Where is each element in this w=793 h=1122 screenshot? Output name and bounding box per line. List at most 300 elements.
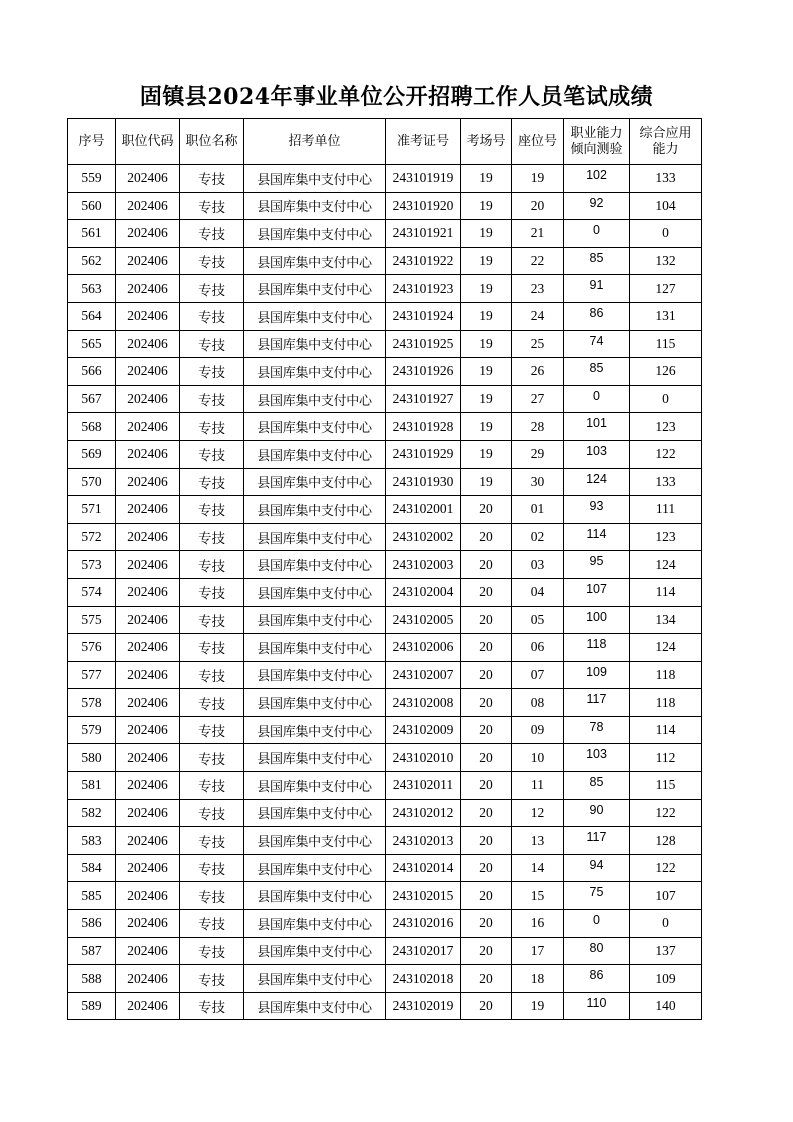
position-code-cell: 202406 (116, 551, 180, 579)
position-name-cell: 专技 (180, 385, 244, 413)
position-name-cell: 专技 (180, 799, 244, 827)
admission-number-cell: 243102006 (386, 634, 461, 662)
header-recruiting-unit: 招考单位 (244, 119, 386, 165)
seat-number-cell: 03 (512, 551, 564, 579)
seq-cell: 569 (68, 440, 116, 468)
seq-cell: 578 (68, 689, 116, 717)
seq-cell: 566 (68, 358, 116, 386)
exam-room-cell: 20 (461, 606, 512, 634)
recruiting-unit-cell: 县国库集中支付中心 (244, 965, 386, 993)
aptitude-score-cell: 86 (564, 302, 630, 330)
table-row (68, 385, 702, 413)
recruiting-unit-cell: 县国库集中支付中心 (244, 910, 386, 938)
seq-cell: 573 (68, 551, 116, 579)
admission-number-cell: 243102009 (386, 716, 461, 744)
admission-number-cell: 243101925 (386, 330, 461, 358)
position-code-cell: 202406 (116, 772, 180, 800)
table-row (68, 827, 702, 855)
position-name-cell: 专技 (180, 854, 244, 882)
table-row (68, 744, 702, 772)
exam-room-cell: 20 (461, 772, 512, 800)
aptitude-score-cell: 101 (564, 413, 630, 441)
admission-number-cell: 243101920 (386, 192, 461, 220)
seat-number-cell: 06 (512, 634, 564, 662)
seat-number-cell: 09 (512, 716, 564, 744)
exam-room-cell: 20 (461, 578, 512, 606)
admission-number-cell: 243102001 (386, 496, 461, 524)
comprehensive-score-cell: 111 (630, 496, 702, 524)
aptitude-score-cell: 74 (564, 330, 630, 358)
aptitude-score-cell: 78 (564, 716, 630, 744)
aptitude-score-cell: 94 (564, 854, 630, 882)
position-code-cell: 202406 (116, 716, 180, 744)
exam-room-cell: 19 (461, 440, 512, 468)
seq-cell: 580 (68, 744, 116, 772)
position-code-cell: 202406 (116, 882, 180, 910)
seat-number-cell: 13 (512, 827, 564, 855)
seq-cell: 567 (68, 385, 116, 413)
position-name-cell: 专技 (180, 716, 244, 744)
exam-room-cell: 20 (461, 523, 512, 551)
aptitude-score-cell: 100 (564, 606, 630, 634)
seq-cell: 574 (68, 578, 116, 606)
scores-table (67, 118, 702, 1020)
position-code-cell: 202406 (116, 385, 180, 413)
position-code-cell: 202406 (116, 634, 180, 662)
exam-room-cell: 19 (461, 275, 512, 303)
exam-room-cell: 20 (461, 661, 512, 689)
header-exam-room: 考场号 (461, 119, 512, 165)
seat-number-cell: 22 (512, 247, 564, 275)
aptitude-score-cell: 0 (564, 220, 630, 248)
aptitude-score-cell: 103 (564, 744, 630, 772)
seat-number-cell: 15 (512, 882, 564, 910)
recruiting-unit-cell: 县国库集中支付中心 (244, 523, 386, 551)
position-name-cell: 专技 (180, 744, 244, 772)
seat-number-cell: 19 (512, 165, 564, 193)
comprehensive-score-cell: 122 (630, 854, 702, 882)
aptitude-score-cell: 118 (564, 634, 630, 662)
header-aptitude-test: 职业能力倾向测验 (564, 119, 630, 165)
position-name-cell: 专技 (180, 496, 244, 524)
aptitude-score-cell: 91 (564, 275, 630, 303)
seat-number-cell: 26 (512, 358, 564, 386)
comprehensive-score-cell: 112 (630, 744, 702, 772)
table-body (68, 165, 702, 1020)
header-position-name: 职位名称 (180, 119, 244, 165)
recruiting-unit-cell: 县国库集中支付中心 (244, 165, 386, 193)
table-row (68, 992, 702, 1020)
position-name-cell: 专技 (180, 413, 244, 441)
seq-cell: 568 (68, 413, 116, 441)
table-row (68, 496, 702, 524)
aptitude-score-cell: 75 (564, 882, 630, 910)
aptitude-score-cell: 117 (564, 827, 630, 855)
seat-number-cell: 07 (512, 661, 564, 689)
position-name-cell: 专技 (180, 220, 244, 248)
comprehensive-score-cell: 115 (630, 330, 702, 358)
seat-number-cell: 01 (512, 496, 564, 524)
seq-cell: 582 (68, 799, 116, 827)
seat-number-cell: 02 (512, 523, 564, 551)
table-row (68, 330, 702, 358)
exam-room-cell: 19 (461, 165, 512, 193)
comprehensive-score-cell: 122 (630, 799, 702, 827)
admission-number-cell: 243102012 (386, 799, 461, 827)
seat-number-cell: 10 (512, 744, 564, 772)
seat-number-cell: 17 (512, 937, 564, 965)
aptitude-score-cell: 110 (564, 992, 630, 1020)
seq-cell: 561 (68, 220, 116, 248)
admission-number-cell: 243101922 (386, 247, 461, 275)
document-title: 固镇县2024年事业单位公开招聘工作人员笔试成绩 (139, 84, 654, 110)
recruiting-unit-cell: 县国库集中支付中心 (244, 634, 386, 662)
table-row (68, 302, 702, 330)
position-code-cell: 202406 (116, 165, 180, 193)
table-row (68, 882, 702, 910)
position-code-cell: 202406 (116, 523, 180, 551)
admission-number-cell: 243102010 (386, 744, 461, 772)
position-code-cell: 202406 (116, 192, 180, 220)
seq-cell: 560 (68, 192, 116, 220)
exam-room-cell: 19 (461, 247, 512, 275)
position-code-cell: 202406 (116, 992, 180, 1020)
position-name-cell: 专技 (180, 965, 244, 993)
seat-number-cell: 24 (512, 302, 564, 330)
seq-cell: 564 (68, 302, 116, 330)
aptitude-score-cell: 0 (564, 385, 630, 413)
exam-room-cell: 20 (461, 496, 512, 524)
position-code-cell: 202406 (116, 689, 180, 717)
position-name-cell: 专技 (180, 468, 244, 496)
seq-cell: 576 (68, 634, 116, 662)
seat-number-cell: 12 (512, 799, 564, 827)
comprehensive-score-cell: 118 (630, 661, 702, 689)
exam-room-cell: 20 (461, 689, 512, 717)
table-row (68, 965, 702, 993)
seat-number-cell: 04 (512, 578, 564, 606)
table-row (68, 772, 702, 800)
seq-cell: 565 (68, 330, 116, 358)
comprehensive-score-cell: 127 (630, 275, 702, 303)
comprehensive-score-cell: 133 (630, 468, 702, 496)
position-code-cell: 202406 (116, 854, 180, 882)
exam-room-cell: 19 (461, 330, 512, 358)
table-row (68, 634, 702, 662)
position-name-cell: 专技 (180, 661, 244, 689)
aptitude-score-cell: 93 (564, 496, 630, 524)
recruiting-unit-cell: 县国库集中支付中心 (244, 413, 386, 441)
seq-cell: 581 (68, 772, 116, 800)
seq-cell: 570 (68, 468, 116, 496)
recruiting-unit-cell: 县国库集中支付中心 (244, 854, 386, 882)
table-row (68, 606, 702, 634)
comprehensive-score-cell: 114 (630, 578, 702, 606)
position-name-cell: 专技 (180, 772, 244, 800)
position-code-cell: 202406 (116, 827, 180, 855)
comprehensive-score-cell: 104 (630, 192, 702, 220)
recruiting-unit-cell: 县国库集中支付中心 (244, 440, 386, 468)
admission-number-cell: 243102014 (386, 854, 461, 882)
seat-number-cell: 05 (512, 606, 564, 634)
comprehensive-score-cell: 0 (630, 385, 702, 413)
position-name-cell: 专技 (180, 689, 244, 717)
position-name-cell: 专技 (180, 937, 244, 965)
seq-cell: 579 (68, 716, 116, 744)
seq-cell: 571 (68, 496, 116, 524)
admission-number-cell: 243102008 (386, 689, 461, 717)
position-code-cell: 202406 (116, 330, 180, 358)
seat-number-cell: 27 (512, 385, 564, 413)
admission-number-cell: 243101929 (386, 440, 461, 468)
exam-room-cell: 20 (461, 882, 512, 910)
admission-number-cell: 243102018 (386, 965, 461, 993)
admission-number-cell: 243101924 (386, 302, 461, 330)
comprehensive-score-cell: 118 (630, 689, 702, 717)
position-name-cell: 专技 (180, 247, 244, 275)
comprehensive-score-cell: 124 (630, 551, 702, 579)
position-code-cell: 202406 (116, 413, 180, 441)
seat-number-cell: 11 (512, 772, 564, 800)
position-code-cell: 202406 (116, 578, 180, 606)
position-code-cell: 202406 (116, 358, 180, 386)
seat-number-cell: 25 (512, 330, 564, 358)
recruiting-unit-cell: 县国库集中支付中心 (244, 578, 386, 606)
table-row (68, 413, 702, 441)
recruiting-unit-cell: 县国库集中支付中心 (244, 689, 386, 717)
exam-room-cell: 19 (461, 220, 512, 248)
position-code-cell: 202406 (116, 606, 180, 634)
seq-cell: 584 (68, 854, 116, 882)
admission-number-cell: 243102016 (386, 910, 461, 938)
aptitude-score-cell: 85 (564, 247, 630, 275)
recruiting-unit-cell: 县国库集中支付中心 (244, 358, 386, 386)
recruiting-unit-cell: 县国库集中支付中心 (244, 551, 386, 579)
position-name-cell: 专技 (180, 551, 244, 579)
header-comprehensive-ability: 综合应用能力 (630, 119, 702, 165)
comprehensive-score-cell: 0 (630, 220, 702, 248)
admission-number-cell: 243102015 (386, 882, 461, 910)
comprehensive-score-cell: 114 (630, 716, 702, 744)
position-code-cell: 202406 (116, 965, 180, 993)
exam-room-cell: 20 (461, 551, 512, 579)
recruiting-unit-cell: 县国库集中支付中心 (244, 468, 386, 496)
admission-number-cell: 243101928 (386, 413, 461, 441)
seat-number-cell: 23 (512, 275, 564, 303)
recruiting-unit-cell: 县国库集中支付中心 (244, 220, 386, 248)
comprehensive-score-cell: 133 (630, 165, 702, 193)
admission-number-cell: 243102011 (386, 772, 461, 800)
aptitude-score-cell: 109 (564, 661, 630, 689)
position-name-cell: 专技 (180, 882, 244, 910)
seq-cell: 559 (68, 165, 116, 193)
admission-number-cell: 243102005 (386, 606, 461, 634)
comprehensive-score-cell: 128 (630, 827, 702, 855)
exam-room-cell: 20 (461, 744, 512, 772)
aptitude-score-cell: 117 (564, 689, 630, 717)
seq-cell: 563 (68, 275, 116, 303)
table-header-row (68, 119, 702, 165)
admission-number-cell: 243101930 (386, 468, 461, 496)
table-row (68, 523, 702, 551)
exam-room-cell: 20 (461, 827, 512, 855)
recruiting-unit-cell: 县国库集中支付中心 (244, 606, 386, 634)
comprehensive-score-cell: 132 (630, 247, 702, 275)
recruiting-unit-cell: 县国库集中支付中心 (244, 275, 386, 303)
comprehensive-score-cell: 122 (630, 440, 702, 468)
recruiting-unit-cell: 县国库集中支付中心 (244, 661, 386, 689)
position-name-cell: 专技 (180, 358, 244, 386)
seat-number-cell: 18 (512, 965, 564, 993)
recruiting-unit-cell: 县国库集中支付中心 (244, 772, 386, 800)
position-name-cell: 专技 (180, 606, 244, 634)
comprehensive-score-cell: 131 (630, 302, 702, 330)
table-row (68, 689, 702, 717)
seq-cell: 562 (68, 247, 116, 275)
table-row (68, 910, 702, 938)
position-name-cell: 专技 (180, 302, 244, 330)
seat-number-cell: 30 (512, 468, 564, 496)
exam-room-cell: 20 (461, 910, 512, 938)
aptitude-score-cell: 0 (564, 910, 630, 938)
comprehensive-score-cell: 126 (630, 358, 702, 386)
table-row (68, 854, 702, 882)
aptitude-score-cell: 86 (564, 965, 630, 993)
header-seq: 序号 (68, 119, 116, 165)
recruiting-unit-cell: 县国库集中支付中心 (244, 882, 386, 910)
admission-number-cell: 243101926 (386, 358, 461, 386)
aptitude-score-cell: 92 (564, 192, 630, 220)
seq-cell: 572 (68, 523, 116, 551)
exam-room-cell: 19 (461, 413, 512, 441)
table-row (68, 358, 702, 386)
exam-room-cell: 19 (461, 192, 512, 220)
seat-number-cell: 19 (512, 992, 564, 1020)
exam-room-cell: 19 (461, 468, 512, 496)
position-code-cell: 202406 (116, 744, 180, 772)
table-row (68, 578, 702, 606)
position-code-cell: 202406 (116, 275, 180, 303)
seat-number-cell: 14 (512, 854, 564, 882)
position-code-cell: 202406 (116, 302, 180, 330)
comprehensive-score-cell: 124 (630, 634, 702, 662)
recruiting-unit-cell: 县国库集中支付中心 (244, 330, 386, 358)
exam-room-cell: 19 (461, 385, 512, 413)
table-row (68, 551, 702, 579)
position-code-cell: 202406 (116, 440, 180, 468)
seq-cell: 577 (68, 661, 116, 689)
aptitude-score-cell: 80 (564, 937, 630, 965)
aptitude-score-cell: 102 (564, 165, 630, 193)
position-code-cell: 202406 (116, 496, 180, 524)
seat-number-cell: 21 (512, 220, 564, 248)
table-row (68, 661, 702, 689)
table-row (68, 468, 702, 496)
seat-number-cell: 08 (512, 689, 564, 717)
exam-room-cell: 20 (461, 634, 512, 662)
seq-cell: 575 (68, 606, 116, 634)
table-row (68, 716, 702, 744)
admission-number-cell: 243101919 (386, 165, 461, 193)
admission-number-cell: 243101927 (386, 385, 461, 413)
table-row (68, 275, 702, 303)
seq-cell: 587 (68, 937, 116, 965)
table-row (68, 247, 702, 275)
exam-room-cell: 20 (461, 854, 512, 882)
aptitude-score-cell: 114 (564, 523, 630, 551)
seat-number-cell: 28 (512, 413, 564, 441)
exam-room-cell: 20 (461, 799, 512, 827)
seq-cell: 586 (68, 910, 116, 938)
admission-number-cell: 243102003 (386, 551, 461, 579)
position-name-cell: 专技 (180, 992, 244, 1020)
position-name-cell: 专技 (180, 165, 244, 193)
position-name-cell: 专技 (180, 440, 244, 468)
recruiting-unit-cell: 县国库集中支付中心 (244, 992, 386, 1020)
comprehensive-score-cell: 137 (630, 937, 702, 965)
admission-number-cell: 243101921 (386, 220, 461, 248)
position-name-cell: 专技 (180, 523, 244, 551)
seat-number-cell: 29 (512, 440, 564, 468)
table-row (68, 220, 702, 248)
comprehensive-score-cell: 123 (630, 413, 702, 441)
comprehensive-score-cell: 115 (630, 772, 702, 800)
position-code-cell: 202406 (116, 661, 180, 689)
aptitude-score-cell: 124 (564, 468, 630, 496)
aptitude-score-cell: 85 (564, 358, 630, 386)
position-name-cell: 专技 (180, 578, 244, 606)
recruiting-unit-cell: 县国库集中支付中心 (244, 716, 386, 744)
admission-number-cell: 243102002 (386, 523, 461, 551)
position-name-cell: 专技 (180, 330, 244, 358)
seq-cell: 583 (68, 827, 116, 855)
recruiting-unit-cell: 县国库集中支付中心 (244, 827, 386, 855)
table-row (68, 937, 702, 965)
aptitude-score-cell: 85 (564, 772, 630, 800)
seq-cell: 588 (68, 965, 116, 993)
exam-room-cell: 19 (461, 358, 512, 386)
admission-number-cell: 243102004 (386, 578, 461, 606)
table-row (68, 440, 702, 468)
position-name-cell: 专技 (180, 275, 244, 303)
position-code-cell: 202406 (116, 799, 180, 827)
admission-number-cell: 243102017 (386, 937, 461, 965)
recruiting-unit-cell: 县国库集中支付中心 (244, 937, 386, 965)
exam-room-cell: 20 (461, 716, 512, 744)
position-code-cell: 202406 (116, 937, 180, 965)
aptitude-score-cell: 103 (564, 440, 630, 468)
admission-number-cell: 243102007 (386, 661, 461, 689)
admission-number-cell: 243102013 (386, 827, 461, 855)
comprehensive-score-cell: 140 (630, 992, 702, 1020)
comprehensive-score-cell: 123 (630, 523, 702, 551)
admission-number-cell: 243102019 (386, 992, 461, 1020)
position-code-cell: 202406 (116, 468, 180, 496)
seat-number-cell: 20 (512, 192, 564, 220)
seat-number-cell: 16 (512, 910, 564, 938)
exam-room-cell: 20 (461, 965, 512, 993)
exam-room-cell: 20 (461, 992, 512, 1020)
aptitude-score-cell: 90 (564, 799, 630, 827)
recruiting-unit-cell: 县国库集中支付中心 (244, 799, 386, 827)
table-row (68, 192, 702, 220)
aptitude-score-cell: 95 (564, 551, 630, 579)
position-code-cell: 202406 (116, 220, 180, 248)
recruiting-unit-cell: 县国库集中支付中心 (244, 302, 386, 330)
comprehensive-score-cell: 134 (630, 606, 702, 634)
aptitude-score-cell: 107 (564, 578, 630, 606)
exam-room-cell: 19 (461, 302, 512, 330)
